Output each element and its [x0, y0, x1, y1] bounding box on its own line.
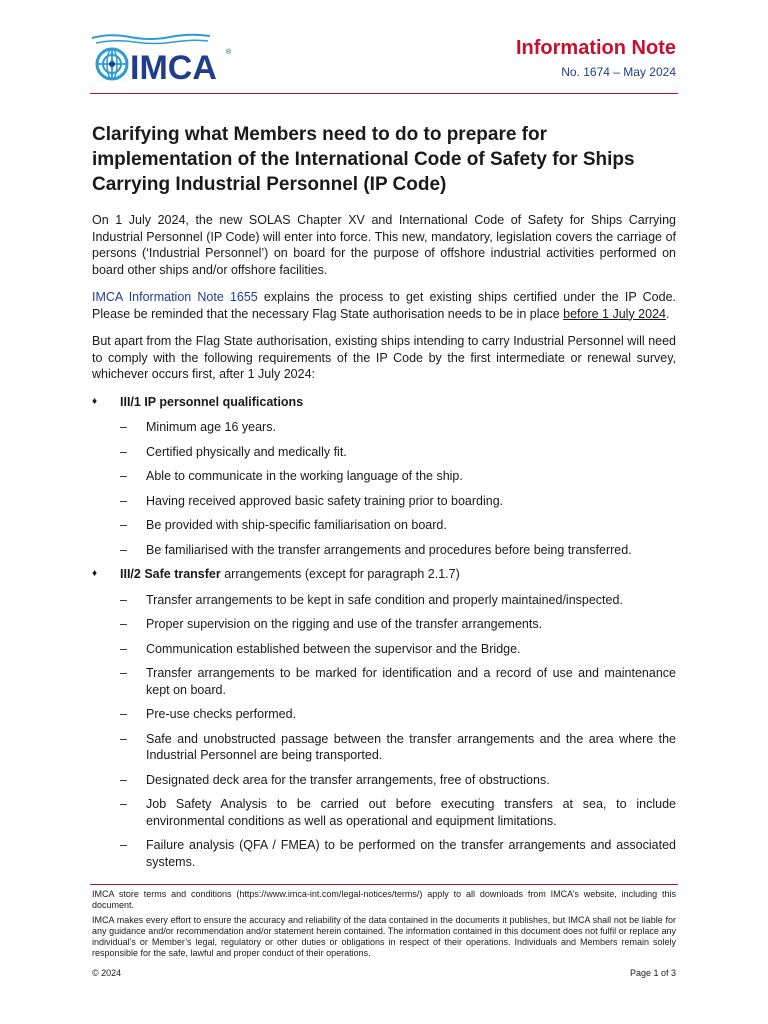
- document-title: Clarifying what Members need to do to prepare for implementation of the International Code of Safety for Ships Carrying Industrial Personnel (IP Code): [92, 124, 635, 195]
- list-item-text: Transfer arrangements to be marked for identification and a record of use and maintenance kept on board.: [146, 666, 676, 697]
- list-item: [92, 616, 676, 633]
- list-item: [92, 665, 676, 698]
- list-item-text: Pre-use checks performed.: [146, 707, 297, 721]
- dash-bullet-icon: –: [120, 542, 127, 557]
- imca-logo-graphic: [90, 32, 235, 84]
- list-item-text: Having received approved basic safety training prior to boarding.: [146, 493, 504, 508]
- list-item-text: Designated deck area for the transfer arrangements, free of obstructions.: [146, 772, 550, 787]
- document-body: [92, 212, 676, 878]
- list-item: [92, 493, 676, 510]
- list-item-text: Job Safety Analysis to be carried out before executing transfers at sea, to include environmental conditions as well as operational and equipment limitations.: [146, 797, 676, 828]
- deadline-text: before 1 July 2024: [563, 306, 666, 321]
- list-item-text: Safe and unobstructed passage between the transfer arrangements and the area where the Industrial Personnel are being transported.: [146, 731, 676, 762]
- dash-bullet-icon: –: [120, 666, 127, 680]
- list-item: [92, 419, 676, 436]
- reference-end: .: [666, 306, 670, 321]
- dash-bullet-icon: –: [120, 518, 127, 532]
- footer-disclaimer: IMCA makes every effort to ensure the accuracy and reliability of the data contained in the documents it publishes, but IMCA shall not be liable for any guidance and/or recommendation and/or statement herein contained. The information contained in this document does not fulfil or replace any individual’s or Member’s legal, regulatory or other duties or obligations in respect of their operations. Individuals and Members remain solely responsible for the safe, lawful and proper conduct of their operations.: [92, 915, 676, 958]
- list-item-text: Transfer arrangements to be kept in safe condition and properly maintained/inspected.: [146, 592, 623, 607]
- footer: [92, 889, 676, 963]
- reference-text: explains the process to get existing ships certified under the IP Code. Please be reminded that the necessary Flag State authorisation needs to be in place: [92, 290, 676, 321]
- note-number: No. 1674 – May 2024: [561, 65, 676, 79]
- dash-bullet-icon: –: [120, 797, 127, 811]
- dash-bullet-icon: –: [120, 707, 127, 721]
- list-item: [92, 796, 676, 829]
- dash-bullet-icon: –: [120, 641, 127, 656]
- page-number: Page 1 of 3: [629, 968, 676, 978]
- dash-bullet-icon: –: [120, 617, 127, 631]
- safe-transfer-list: [92, 592, 676, 871]
- diamond-bullet-icon: ♦: [92, 568, 98, 579]
- list-item-text: Able to communicate in the working language of the ship.: [146, 469, 463, 483]
- dash-bullet-icon: –: [120, 838, 127, 852]
- list-item-text: Be provided with ship-specific familiarisation on board.: [146, 518, 447, 532]
- list-item: [92, 444, 676, 461]
- reference-paragraph: [92, 289, 676, 322]
- section-heading-bold: III/2 Safe transfer: [120, 567, 221, 581]
- dash-bullet-icon: –: [120, 493, 127, 508]
- list-item: [92, 542, 676, 559]
- diamond-bullet-icon: ♦: [92, 395, 98, 407]
- list-item: [92, 731, 676, 764]
- ip-qualifications-list: [92, 419, 676, 558]
- list-item: [92, 517, 676, 534]
- svg-text:IMCA: IMCA: [130, 49, 217, 84]
- section-heading-safe-transfer: [92, 566, 676, 583]
- dash-bullet-icon: –: [120, 731, 127, 746]
- list-item-text: Communication established between the supervisor and the Bridge.: [146, 641, 521, 656]
- list-item: [92, 837, 676, 870]
- list-item: [92, 641, 676, 658]
- section-heading-ip-qualifications: [92, 394, 676, 411]
- list-item-text: Certified physically and medically fit.: [146, 444, 347, 459]
- header-divider: [90, 93, 678, 94]
- globe-icon: [97, 49, 127, 79]
- list-item-text: Failure analysis (QFA / FMEA) to be performed on the transfer arrangements and associated systems.: [146, 838, 676, 869]
- footer-divider: [90, 884, 678, 885]
- list-item-text: Be familiarised with the transfer arrangements and procedures before being transferred.: [146, 542, 632, 557]
- list-item: [92, 468, 676, 485]
- list-item: [92, 772, 676, 789]
- list-item: [92, 592, 676, 609]
- list-item: [92, 706, 676, 723]
- imca-logo: [90, 32, 235, 84]
- copyright: © 2024: [92, 968, 122, 978]
- footer-terms: IMCA store terms and conditions (https://www.imca-int.com/legal-notices/terms/) apply to all downloads from IMCA’s website, including this document.: [92, 889, 676, 910]
- list-item-text: Minimum age 16 years.: [146, 420, 276, 434]
- svg-text:®: ®: [226, 49, 232, 56]
- requirements-paragraph: But apart from the Flag State authorisation, existing ships intending to carry Industrial Personnel will need to comply with the following requirements of the IP Code by the first intermediate or renewal survey, whichever occurs first, after 1 July 2024:: [92, 334, 676, 381]
- intro-paragraph: On 1 July 2024, the new SOLAS Chapter XV and International Code of Safety for Ships Carrying Industrial Personnel (IP Code) will enter into force. This new, mandatory, legislation covers the carriage of persons (‘Industrial Personnel’) on board for the purpose of offshore industrial activities performed on board other ships and/or offshore facilities.: [92, 213, 676, 277]
- dash-bullet-icon: –: [120, 444, 127, 459]
- dash-bullet-icon: –: [120, 592, 127, 607]
- dash-bullet-icon: –: [120, 469, 127, 483]
- note-type-heading: Information Note: [516, 37, 676, 59]
- dash-bullet-icon: –: [120, 420, 127, 434]
- list-item-text: Proper supervision on the rigging and use of the transfer arrangements.: [146, 617, 543, 631]
- section-heading-bold: III/1 IP personnel qualifications: [120, 394, 304, 409]
- info-note-1655-link[interactable]: IMCA Information Note 1655: [92, 290, 258, 304]
- dash-bullet-icon: –: [120, 772, 127, 787]
- section-heading-rest: arrangements (except for paragraph 2.1.7): [220, 567, 460, 581]
